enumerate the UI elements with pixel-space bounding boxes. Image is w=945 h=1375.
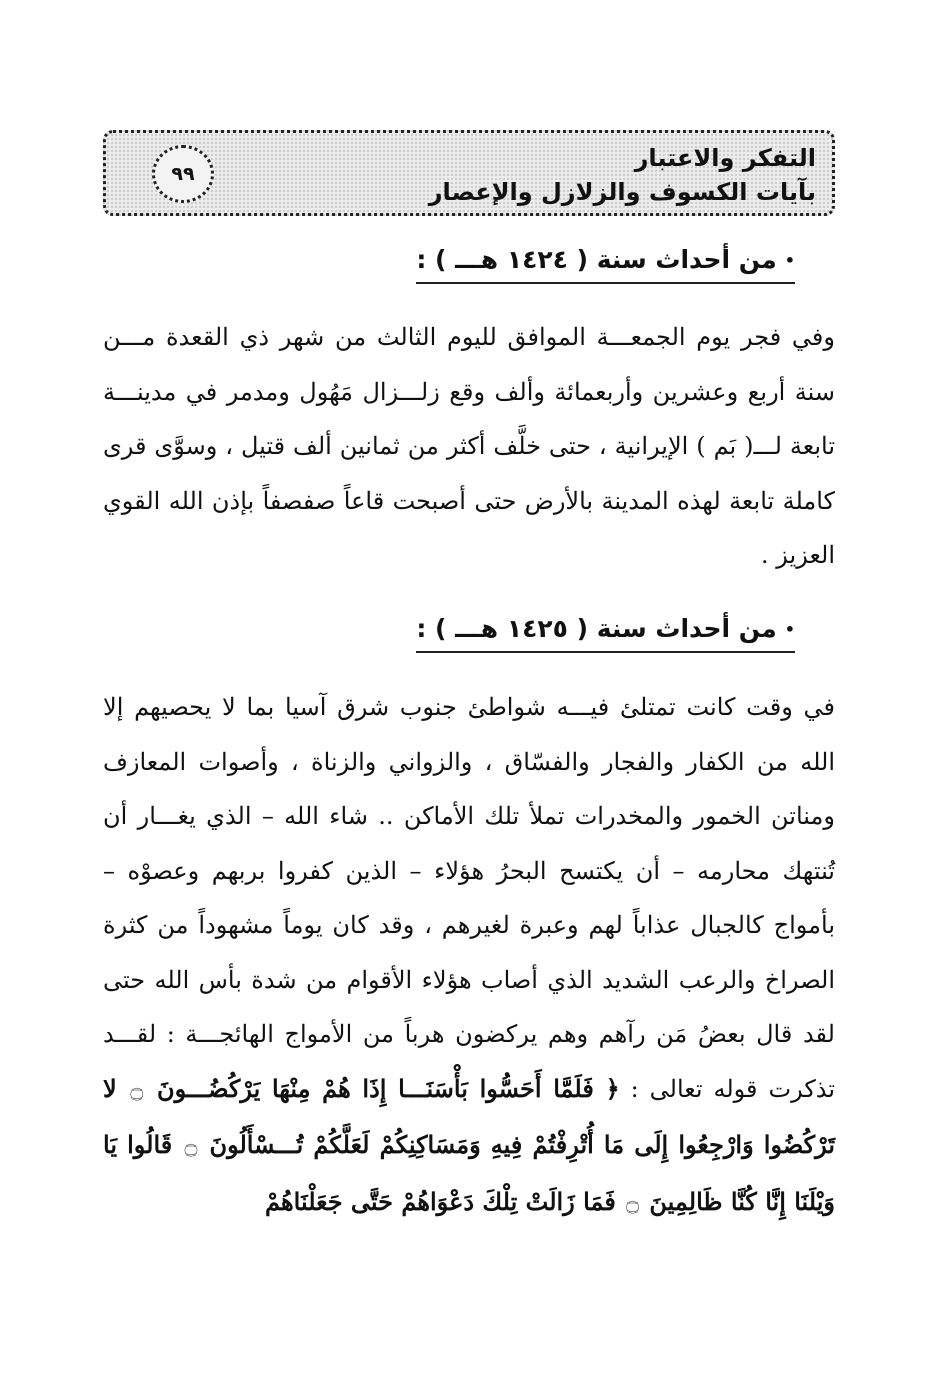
verse-3: قَالُوا يَا وَيْلَنَا إِنَّا كُنَّا ظَالِمِينَ: [103, 1130, 835, 1216]
verse-2: لا تَرْكُضُوا وَارْجِعُوا إِلَى مَا أُتْرِفْتُمْ فِيهِ وَمَسَاكِنِكُمْ لَعَلَّكُمْ تُـــسْأَلُونَ: [103, 1073, 836, 1159]
verse-4: فَمَا زَالَتْ تِلْكَ دَعْوَاهُمْ حَتَّى جَعَلْنَاهُمْ: [265, 1186, 616, 1216]
heading-text: من أحداث سنة ( ١٤٢٥ هـــ ) :: [416, 614, 777, 643]
page-number: ٩٩: [152, 145, 214, 203]
bullet-icon: •: [784, 251, 795, 270]
ayah-end-icon: ۝: [184, 1134, 198, 1159]
ayah-end-icon: ۝: [626, 1190, 640, 1216]
book-subtitle: بآيات الكسوف والزلازل والإعصار: [428, 178, 816, 206]
book-title: التفكر والاعتبار: [634, 144, 816, 172]
paragraph-1424: وفي فجر يوم الجمعـــة الموافق لليوم الثالث من شهر ذي القعدة مـــن سنة أربع وعشرين وأربعمائة وألف وقع زلـــزال مَهُول ومدمر في مدينـــة تابعة لـــ( بَم ) الإيرانية ، حتى خلَّف أكثر من ثمانين ألف قتيل ، وسوَّى قرى كاملة تابعة لهذه المدينة بالأرض حتى أصبحت قاعاً صفصفاً بإذن الله القوي العزيز .: [103, 323, 835, 569]
section-heading-1424: [416, 243, 795, 284]
section-heading-1425: [416, 612, 795, 653]
page-header: [103, 130, 835, 216]
verse-1: فَلَمَّا أَحَسُّوا بَأْسَنَـــا إِذَا هُمْ مِنْهَا يَرْكُضُـــونَ: [156, 1073, 594, 1103]
paragraph-1425: [103, 680, 835, 1231]
ayah-end-icon: ۝: [130, 1077, 144, 1103]
verse-open-bracket: ﴿: [605, 1073, 620, 1103]
heading-text: من أحداث سنة ( ١٤٢٤ هـــ ) :: [416, 245, 777, 274]
paragraph-text: في وقت كانت تمتلئ فيـــه شواطئ جنوب شرق آسيا بما لا يحصيهم إلا الله من الكفار والفجار والفسّاق ، والزواني والزناة ، وأصوات المعازف ومناتن الخمور والمخدرات تملأ تلك الأماكن .. شاء الله – الذي يغـــار أن تُنتهك محارمه – أن يكتسح البحرُ هؤلاء – الذين كفروا بربهم وعصوْه – بأمواج كالجبال عذاباً لهم وعبرة لغيرهم ، وقد كان يوماً مشهوداً من كثرة الصراخ والرعب الشديد الذي أصاب هؤلاء الأقوام من شدة بأس الله حتى لقد قال بعضُ مَن رآهم وهم يركضون هرباً من الأمواج الهائجـــة : لقـــد تذكرت قوله تعالى :: [103, 693, 836, 1103]
bullet-icon: •: [784, 620, 795, 639]
